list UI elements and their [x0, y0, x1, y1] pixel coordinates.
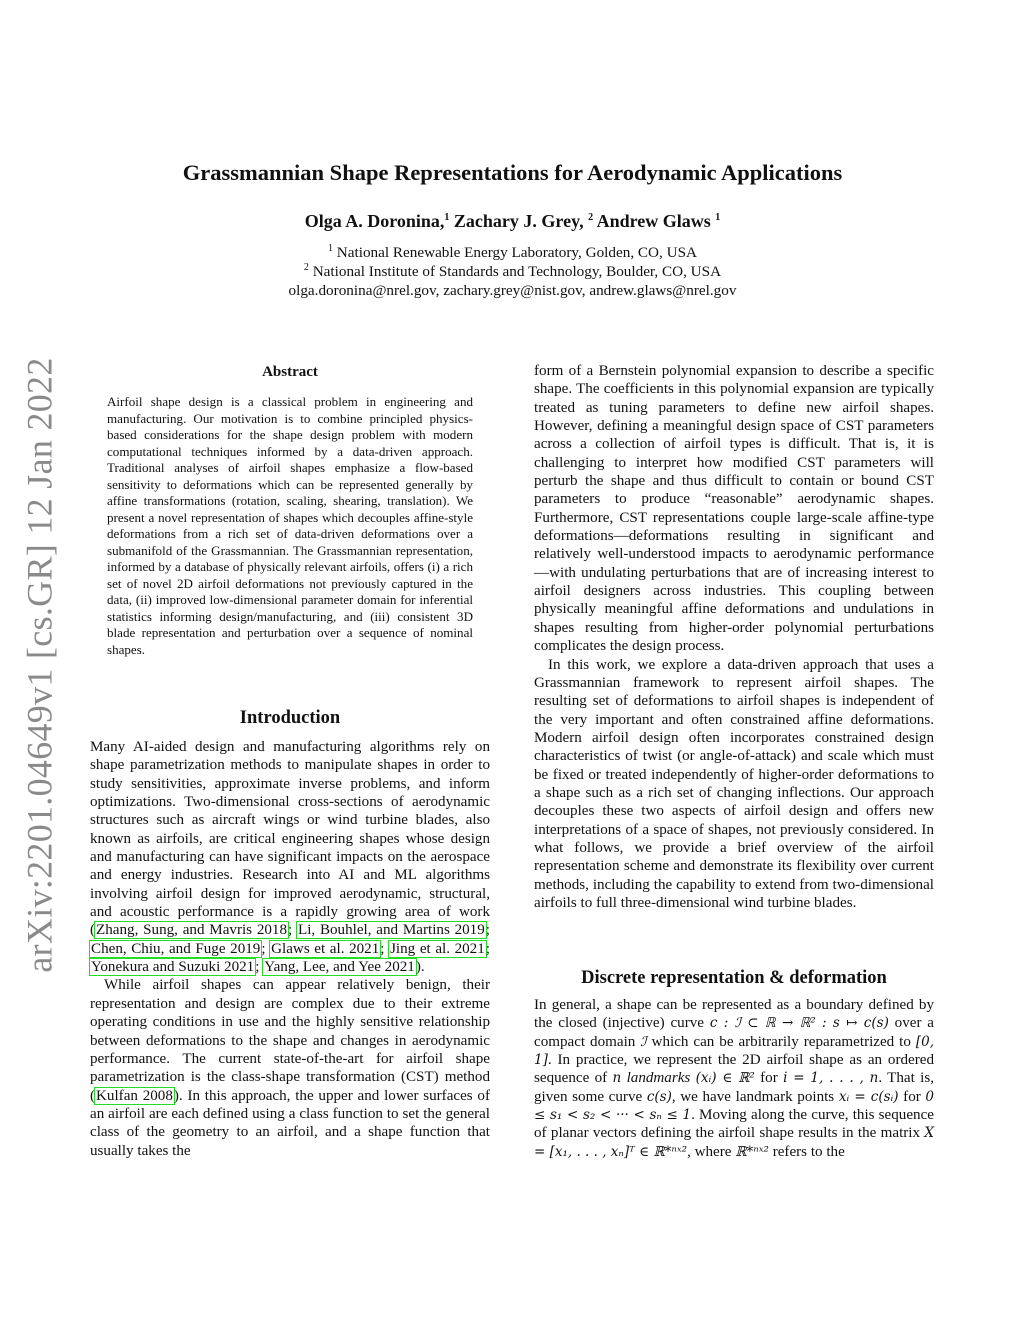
discrete-representation-heading: Discrete representation & deformation	[581, 968, 887, 988]
p3-text: . Moving along the curve, this sequence of planar vectors defining the airfoil shape results in the matrix	[534, 1107, 934, 1142]
math-expression: i = 1, . . . , n	[783, 1070, 879, 1087]
citation-link[interactable]: Li, Bouhlel, and Martins 2019	[297, 922, 485, 939]
math-expression: c : ℐ ⊂ ℝ → ℝ² : s ↦ c(s)	[709, 1015, 889, 1032]
affiliation-2-mark: 2	[303, 261, 309, 273]
p3-text: which can be arbitrarily reparametrized to	[646, 1033, 916, 1050]
citation-link[interactable]: Chen, Chiu, and Fuge 2019	[91, 940, 261, 957]
introduction-body	[90, 738, 490, 1160]
arxiv-stamp	[10, 357, 70, 973]
intro-p2-text: While airfoil shapes can appear relatively benign, their representation and design are complex due to their extreme operating conditions in use and the highly sensitive relationship between deformations to the shape and changes in aerodynamic performance. The current state-of-the-art for airfoil shape parametrization is the class-shape transformation (CST) method (	[90, 977, 490, 1104]
p3-text: . In practice, we represent the 2D airfoil shape as an ordered sequence of	[534, 1052, 934, 1087]
affiliation-1	[90, 244, 935, 262]
math-expression: X = [x₁, . . . , xₙ]ᵀ ∈ ℝ*ⁿˣ²	[534, 1125, 934, 1160]
citation-link[interactable]: Glaws et al. 2021	[271, 940, 380, 957]
abstract-heading: Abstract	[262, 364, 318, 380]
intro-p1-end: ).	[415, 959, 425, 976]
math-expression: (xᵢ) ∈ ℝ²	[695, 1070, 755, 1087]
author-2: Zachary J. Grey,	[449, 211, 589, 231]
author-1-affil: 1	[444, 212, 450, 223]
p3-text: landmarks	[621, 1070, 696, 1087]
math-expression: 0 ≤ s₁ < s₂ < ··· < sₙ ≤ 1	[534, 1088, 935, 1124]
author-2-affil: 2	[588, 212, 594, 223]
right-paragraph-2: In this work, we explore a data-driven approach that uses a Grassmannian framework to represent airfoil shapes. The resulting set of deformations to airfoil shapes is independent of the very important and often constrained affine deformations. Modern airfoil design often incorporates constrained design characteristics of twist (or angle-of-attack) and scale which must be fixed or treated independently of higher-order deformations to a shape such as a rich set of changing inflections. Our approach decouples these two aspects of airfoil design and offers new interpretations of a space of shapes, not previously considered. In what follows, we provide a brief overview of the airfoil representation scheme and demonstrate its flexibility over current methods, including the capability to extend from two-dimensional airfoils to full three-dimensional wind turbine blades.	[534, 656, 934, 911]
math-expression: c(s)	[646, 1088, 672, 1105]
discrete-representation-body	[534, 996, 934, 1161]
affiliation-2	[90, 263, 935, 281]
p3-text: , we have landmark points	[671, 1088, 839, 1105]
citation-link[interactable]: Yonekura and Suzuki 2021	[91, 959, 255, 976]
p3-text: for	[898, 1088, 926, 1105]
math-expression: xᵢ = c(sᵢ)	[838, 1088, 899, 1105]
abstract-text: Airfoil shape design is a classical problem in engineering and manufacturing. Our motivation is to combine principled physics-based considerations for the shape design problem with modern computational techniques informed by a data-driven approach. Traditional analyses of airfoil shapes emphasize a flow-based sensitivity to deformations which can be represented generally by affine transformations (rotation, scaling, shearing, translation). We present a novel representation of shapes which decouples affine-style deformations from a rich set of data-driven deformations over a submanifold of the Grassmannian. The Grassmannian representation, informed by a database of physically relevant airfoils, offers (i) a rich set of novel 2D airfoil deformations not previously captured in the data, (ii) improved low-dimensional parameter domain for inferential statistics informing design/manufacturing, and (iii) consistent 3D blade representation and perturbation over a sequence of nominal shapes.	[107, 394, 473, 657]
math-expression: [0, 1]	[534, 1033, 934, 1069]
paper-title: Grassmannian Shape Representations for Aerodynamic Applications	[182, 160, 843, 185]
introduction-heading: Introduction	[239, 708, 341, 728]
intro-p1-text: Many AI-aided design and manufacturing algorithms rely on shape parametrization methods to manipulate shapes in order to study sensitivities, approximate inverse problems, and inform optimizations. Two-dimensional cross-sections of aerodynamic structures such as aircraft wings or wind turbine blades, also known as airfoils, are critical engineering shapes whose design and manufacturing can have significant impacts on the aerospace and energy industries. Research into AI and ML algorithms involving airfoil design for improved aerodynamic, structural, and acoustic performance is a rapidly growing area of work (	[90, 739, 490, 939]
p3-text: for	[754, 1070, 784, 1087]
citation-link[interactable]: Zhang, Sung, and Mavris 2018	[96, 922, 288, 939]
p3-text: , where	[687, 1143, 736, 1160]
author-emails: olga.doronina@nrel.gov, zachary.grey@nist.gov, andrew.glaws@nrel.gov	[288, 282, 737, 299]
intro-paragraph-1: Many AI-aided design and manufacturing algorithms rely on shape parametrization methods to manipulate shapes in order to study sensitivities, approximate inverse problems, and inform optimizations. Two-dimensional cross-sections of aerodynamic structures such as aircraft wings or wind turbine blades, also known as airfoils, are critical engineering shapes whose design and manufacturing can have significant impacts on the aerospace and energy industries. Research into AI and ML algorithms involving airfoil design for improved aerodynamic, structural, and acoustic performance is a rapidly growing area of work (Zhang, Sung, and Mavris 2018; Li, Bouhlel, and Martins 2019; Chen, Chiu, and Fuge 2019; Glaws et al. 2021; Jing et al. 2021; Yonekura and Suzuki 2021; Yang, Lee, and Yee 2021).	[90, 739, 490, 976]
p3-text: In general, a shape can be represented as a boundary defined by the closed (injective) curve	[534, 997, 934, 1032]
math-expression: ℐ	[640, 1033, 647, 1050]
affiliation-1-text: National Renewable Energy Laboratory, Golden, CO, USA	[333, 244, 697, 261]
affiliation-2-text: National Institute of Standards and Technology, Boulder, CO, USA	[308, 263, 722, 280]
right-paragraph-3	[534, 996, 934, 1161]
right-paragraph-1: form of a Bernstein polynomial expansion to describe a specific shape. The coefficients in this polynomial expansion are typically treated as tuning parameters to define new airfoil shapes. However, defining a meaningful design space of CST parameters across a collection of airfoil types is difficult. That is, it is challenging to interpret how modified CST parameters will perturb the shape and thus difficult to contain or bound CST parameters to produce “reasonable” aerodynamic shapes. Furthermore, CST representations couple large-scale affine-type deformations—deformations resulting in significant and relatively well-understood impacts to aerodynamic performance—with undulating perturbations that are of increasing interest to airfoil designers across industries. This coupling between physically meaningful affine deformations and undulations in shapes resulting from higher-order polynomial perturbations complicates the design process.	[534, 363, 934, 655]
intro-p2-text-end: ). In this approach, the upper and lower surfaces of an airfoil are each defined using a class function to set the general class of the geometry to an airfoil, and a shape function that usually takes the	[90, 1087, 491, 1159]
author-1: Olga A. Doronina,	[304, 211, 445, 231]
affiliation-1-mark: 1	[328, 242, 333, 254]
author-3: Andrew Glaws	[593, 211, 716, 231]
author-list	[90, 211, 935, 232]
p3-text: refers to the	[768, 1143, 845, 1160]
p3-text: over a compact domain	[534, 1015, 934, 1050]
author-3-affil: 1	[715, 212, 721, 223]
citation-link[interactable]: Jing et al. 2021	[390, 940, 485, 957]
citation-link[interactable]: Yang, Lee, and Yee 2021	[264, 959, 415, 976]
arxiv-id: arXiv:2201.04649v1 [cs.GR] 12 Jan 2022	[20, 357, 60, 973]
math-expression: ℝ*ⁿˣ²	[735, 1143, 769, 1160]
citation-link[interactable]: Kulfan 2008	[96, 1087, 173, 1104]
right-column-body	[534, 362, 934, 912]
math-expression: n	[612, 1070, 622, 1087]
p3-text: . That is, given some curve	[534, 1070, 934, 1105]
intro-paragraph-2	[90, 976, 490, 1159]
